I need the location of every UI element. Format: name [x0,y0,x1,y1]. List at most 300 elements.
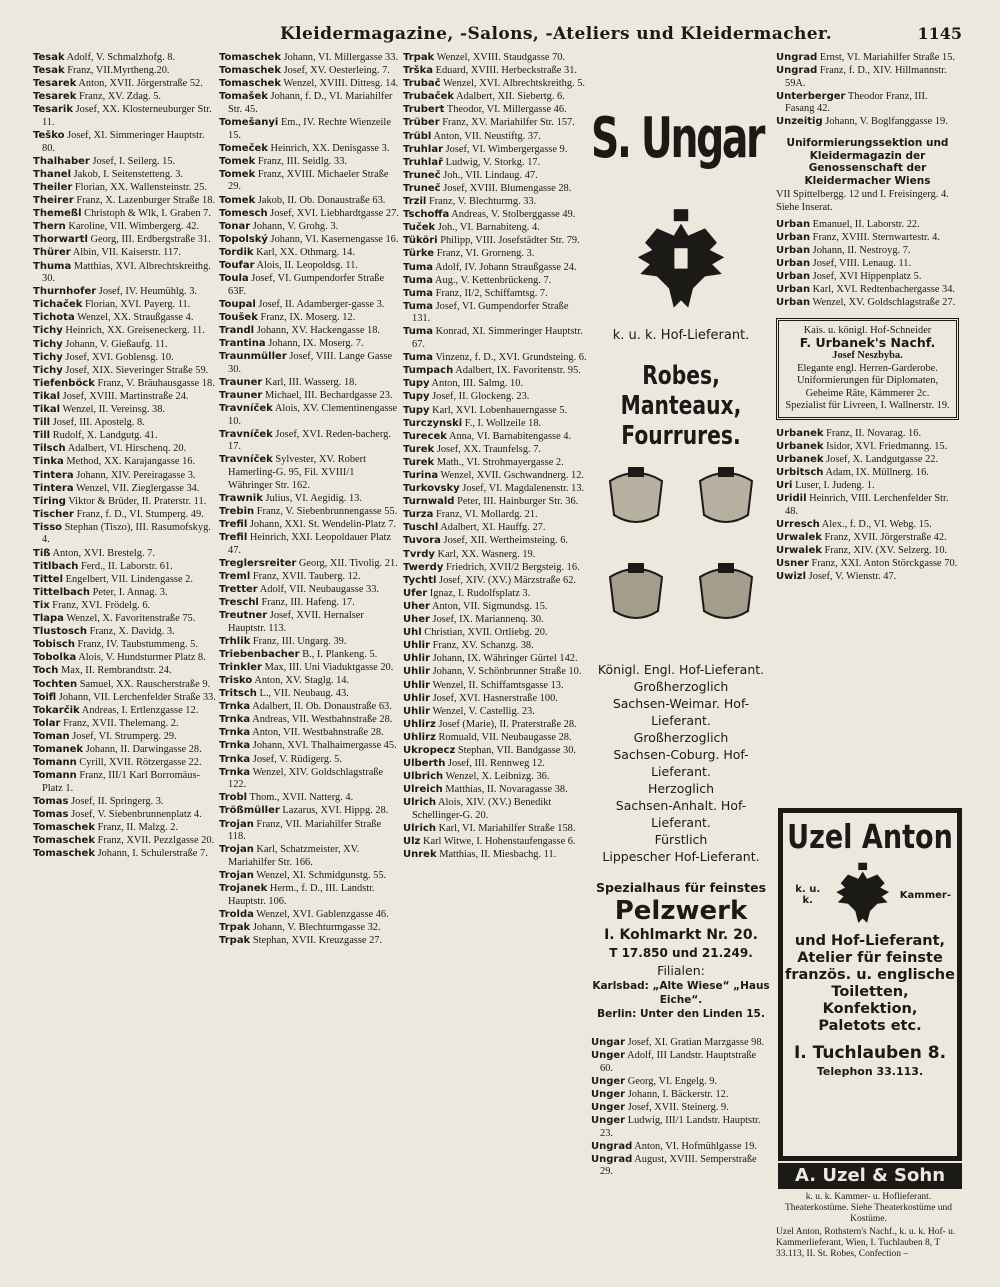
entry-details: Stephan (Tiszo), III. Rasumofskyg. 4. [42,521,211,546]
directory-entry [403,144,588,157]
entry-name: Turkovsky [403,483,460,495]
entry-name: Tomek [219,168,256,180]
entry-details: Johann, I. Schulerstraße 7. [94,848,208,860]
entry-details: Georg, XII. Tivolig. 21. [296,557,398,569]
entry-name: Tupy [403,404,430,416]
directory-entry [33,378,216,391]
entry-name: Trefil [219,518,248,530]
entry-details: Emanuel, II. Laborstr. 22. [810,218,920,230]
entry-name: Trübl [403,130,432,142]
entry-name: Trubaček [403,91,455,103]
directory-entry [403,509,588,522]
entry-details: Franz, III. Seidlg. 33. [255,155,347,167]
entry-name: Uhl [403,627,422,639]
directory-column-1 [33,52,216,1262]
entry-details: Josef, VI. Strumperg. 29. [69,730,177,742]
directory-entry [219,234,400,247]
directory-entry [776,245,959,258]
directory-entry [776,52,959,65]
entry-details: Max, III. Uni Viaduktgasse 20. [262,661,394,673]
entry-details: Adalbert, II. Ob. Donaustraße 63. [250,701,392,713]
entry-name: Thalhaber [33,155,90,167]
directory-entry [219,805,400,818]
entry-details: Sylvester, XV. Robert Hamerling-G. 95, Fil. XVIII/1 Währinger Str. 162. [228,454,367,491]
directory-entry [219,909,400,922]
entry-details: Josef, XVI. Liebhardtgasse 27. [267,207,399,219]
entry-name: Trefil [219,531,248,543]
ad-text-line: Lieferant. [651,815,711,830]
entry-name: Tomašek [219,91,268,103]
directory-entry [219,754,400,767]
entry-details: Johann, II. Nestroyg. 7. [810,244,911,256]
entry-details: Franz, VII. Mariahilfer Straße 118. [228,818,382,843]
column5-top [776,52,959,129]
directory-entry [403,784,588,797]
directory-entry [219,714,400,727]
directory-entry [33,169,216,182]
entry-details: Franz, IV. Taubstummeng. 5. [74,639,198,651]
entry-name: Trojan [219,844,254,856]
entry-details: Josef, X. Landgutgasse 22. [823,454,939,466]
directory-entry [403,666,588,679]
directory-entry [33,770,216,795]
directory-entry [219,117,400,142]
directory-entry [776,532,959,545]
directory-entry [776,454,959,467]
entry-name: Turnwald [403,496,455,508]
entry-details: Johann, V. Boglfanggasse 19. [822,116,948,128]
entry-name: Tretter [219,583,258,595]
entry-name: Tomas [33,808,69,820]
directory-entry [403,640,588,653]
hof-lieferant-title: k. u. k. Hof-Lieferant. [612,328,750,343]
entry-name: Tesarek [33,91,77,103]
entry-name: Urban [776,297,811,309]
entry-name: Urresch [776,519,820,531]
entry-details: Wenzel, X. Leibnizg. 36. [443,771,550,783]
entry-name: Tittel [33,573,64,585]
directory-column-5 [776,52,959,802]
urbanek-owner: Josef Neszbyba. [832,349,903,361]
entry-name: Tvrdy [403,548,435,560]
directory-entry [33,822,216,835]
directory-entry [403,601,588,614]
ad-branch-berlin: Berlin: Unter den Linden 15. [597,1008,765,1020]
entry-details: Friedrich, XVII/2 Bergsteig. 16. [443,561,580,573]
entry-details: Eduard, XVIII. Herbeckstraße 31. [433,65,577,77]
directory-entry [219,78,400,91]
directory-entry [219,454,400,492]
entry-details: Lazarus, XVI. Hippg. 28. [279,805,389,817]
ad-text-line: Fürstlich [654,832,708,847]
entry-details: Adolf, IV. Johann Straußgasse 24. [433,261,577,273]
directory-entry [403,745,588,758]
directory-entry [33,848,216,861]
directory-entry [403,758,588,771]
entry-name: Thern [33,221,66,233]
directory-entry [776,467,959,480]
entry-name: Treml [219,570,251,582]
entry-name: Trüber [403,117,440,129]
uzel-anton-advertisement [778,808,962,1161]
entry-name: Uridil [776,493,807,505]
directory-entry [591,1115,771,1140]
directory-entry [403,183,588,196]
directory-entry [403,378,588,391]
uzel-sohn-description: k. u. k. Kammer- u. Hoflieferant. Theaterkostüme. Siehe Theaterkostüme und Kostüme. [784,1192,953,1224]
entry-name: Tintera [33,482,74,494]
ad-text-line: Herzoglich [647,781,715,796]
uzel-sohn-entry: Uzel Anton, Rothstern's Nachf., k. u. k. Hof- u. Kammerlieferant, Wien, I. Tuchlauben 8, T 33.113, II. St. Robes, Confection – [776,1227,956,1259]
entry-name: Trnka [219,740,251,752]
entry-details: Joh., VI. Barnabiteng. 4. [435,222,540,234]
entry-details: Andreas, I. Ertlenzgasse 12. [79,704,199,716]
entry-details: Johann, IX. Moserg. 7. [265,338,364,350]
uniform-notice [776,137,959,215]
entry-name: Thuma [33,260,72,272]
entry-details: Theodor, VI. Millergasse 46. [444,104,567,116]
directory-entry [219,584,400,597]
directory-entry [403,405,588,418]
directory-entry [33,365,216,378]
uniform-notice-heading: Uniformierungssektion und Kleidermagazin der Genossenschaft der Kleidermacher Wiens [786,137,949,187]
entry-details: Heinrich, XX. Denisgasse 3. [267,142,390,154]
directory-entry [776,65,959,90]
entry-name: Trzil [403,196,427,208]
crest-icon [690,463,762,531]
entry-details: Johann, VII. Lerchenfelder Straße 33. [56,691,216,703]
entry-details: Heinrich, XX. Greiseneckerg. 11. [62,325,205,337]
entry-name: Ulrich [403,823,436,835]
entry-name: Uhlir [403,666,431,678]
directory-entry [33,835,216,848]
entry-name: Tomann [33,757,77,769]
entry-details: Adalbert, VI. Hirschenq. 20. [65,443,187,455]
page-header [30,22,970,48]
entry-name: Tomann [33,770,77,782]
directory-entry [591,1102,771,1115]
entry-details: Johann, VI. Millergasse 33. [280,52,399,63]
entry-details: Thom., XVII. Natterg. 4. [247,792,354,804]
entry-details: Franz, XV. Schanzg. 38. [430,640,534,652]
entry-details: Josef, VI. Gumpendorfer Straße 63F. [228,273,385,297]
directory-column-4-bottom [591,1037,771,1180]
ad-goods-line-1: Robes, Manteaux, [620,361,742,421]
entry-name: Tumpach [403,365,454,377]
entry-name: Urwalek [776,532,822,544]
directory-entry [33,195,216,208]
entry-name: Tittelbach [33,586,90,598]
directory-entry [219,325,400,338]
entry-name: Tintera [33,469,74,481]
directory-entry [776,493,959,518]
entry-details: Alois, XIV. (XV.) Benedikt Schellinger-G. 20. [412,797,552,821]
entry-name: Uwizl [776,571,807,583]
entry-details: Andreas, V. Stolberggasse 49. [449,209,576,221]
entry-details: Franz, VI. Mollardg. 21. [433,509,538,521]
directory-entry [33,417,216,430]
ad-phone: T 17.850 und 21.249. [609,946,753,960]
entry-details: Ludwig, V. Storkg. 17. [443,156,541,168]
entry-details: Christoph & Wlk, I. Graben 7. [81,208,211,220]
directory-entry [219,935,400,948]
entry-name: Tobisch [33,639,75,651]
entry-details: Wenzel, VII. Zieglergasse 34. [73,482,200,494]
entry-details: Philipp, VIII. Josefstädter Str. 79. [437,235,580,247]
directory-entry [403,326,588,351]
entry-details: Anton, VII. Sigmundsg. 15. [429,600,548,612]
uzel-text-lines [783,933,957,1035]
entry-details: Franz, XIV. (XV. Selzerg. 10. [821,545,948,557]
entry-name: Turek [403,456,435,468]
entry-name: Tikal [33,390,61,402]
entry-name: Truhlař [403,156,443,168]
entry-details: L., VII. Neubaug. 43. [256,688,349,700]
entry-name: Trobl [219,792,248,804]
entry-details: Andreas, VII. Westbahnstraße 28. [250,714,393,726]
entry-details: Ludwig, III/1 Landstr. Hauptstr. 23. [600,1115,761,1139]
entry-details: Florian, XVI. Payerg. 11. [82,299,191,311]
entry-details: Josef, VIII. Lange Gasse 30. [228,351,393,375]
directory-entry [33,796,216,809]
entry-name: Topolský [219,233,268,245]
directory-entry [403,797,588,822]
entry-details: Albin, VII. Kaiserstr. 117. [70,247,181,259]
directory-entry [33,731,216,744]
directory-entry [403,418,588,431]
directory-entry [33,679,216,692]
entry-name: Tomaschek [33,848,95,860]
directory-entry [33,78,216,91]
directory-entry [219,649,400,662]
entry-name: Toch [33,665,59,677]
directory-entry [403,732,588,745]
directory-entry [33,156,216,169]
entry-details: Adolf, V. Schmalzhofg. 8. [64,52,176,63]
directory-entry [33,692,216,705]
entry-name: Tuma [403,261,434,273]
entry-details: Heinrich, VIII. Lerchenfelder Str. 48. [785,493,949,517]
directory-entry [776,271,959,284]
entry-name: Uhlir [403,705,431,717]
entry-details: Wenzel, XVIII. Staudgasse 70. [434,52,566,63]
ad-text-line: Lieferant. [651,764,711,779]
directory-entry [219,558,400,571]
directory-entry [33,208,216,221]
entry-name: Tinka [33,456,64,468]
entry-details: Theodor Franz, III. Fasang 42. [785,90,928,115]
entry-name: Thanel [33,168,72,180]
entry-name: Themeßl [33,208,82,220]
entry-details: Franz, II/2, Schiffamtsg. 7. [433,287,548,299]
directory-entry [33,809,216,822]
crest-icon [600,559,672,627]
entry-details: Ernst, VI. Mariahilfer Straße 15. [817,52,955,63]
entry-name: Tuma [403,287,434,299]
directory-entry [403,235,588,248]
directory-entry [33,91,216,104]
entry-name: Tupy [403,378,430,390]
directory-entry [33,483,216,496]
directory-entry [403,65,588,78]
entry-details: Vinzenz, f. D., XVI. Grundsteing. 6. [433,352,587,364]
directory-entry [219,377,400,390]
entry-name: Trawnik [219,492,263,504]
entry-name: Trojanek [219,883,268,894]
entry-name: Teško [33,130,65,142]
directory-entry [219,662,400,675]
entry-name: Treglersreiter [219,557,297,569]
entry-details: Wenzel, X. Favoritenstraße 75. [63,613,196,625]
directory-entry [403,352,588,365]
directory-entry [219,519,400,532]
entry-details: Rudolf, X. Landgutg. 41. [50,430,158,442]
entry-name: Urban [776,271,811,282]
entry-details: Franz, XV. Mariahilfer Str. 157. [439,117,575,129]
entry-name: Tordik [219,246,254,258]
entry-details: Michael, III. Bechardgasse 23. [262,389,393,401]
directory-entry [219,260,400,273]
entry-details: Franz, f. D., XIV. Hillmannstr. 59A. [785,65,947,89]
entry-name: Uhlir [403,692,431,704]
entry-name: Tichota [33,312,75,324]
directory-entry [219,740,400,753]
directory-entry [403,117,588,130]
entry-name: Ungrad [776,52,818,63]
crest-row [591,559,771,627]
directory-entry [33,130,216,155]
directory-entry [33,247,216,260]
directory-entry [403,653,588,666]
directory-entry [403,104,588,117]
entry-name: Toifl [33,691,57,703]
entry-name: Traunmüller [219,351,287,363]
entry-details: Franz, XXI. Anton Störckgasse 70. [808,558,958,570]
entry-name: Ulbrich [403,771,444,783]
directory-entry [33,744,216,757]
entry-details: Johann, V. Gießaufg. 11. [62,338,168,350]
directory-entry [776,480,959,493]
entry-name: Trpak [219,921,251,933]
entry-name: Turecek [403,430,447,442]
directory-entry [219,338,400,351]
ad-goods-line-2: Fourrures. [621,421,741,451]
directory-entry [33,261,216,286]
ad-text-line: französ. u. englische [785,967,955,983]
entry-name: Tichy [33,351,63,363]
entry-details: Franz, VII.Myrtheng.20. [64,65,170,77]
directory-entry [219,169,400,194]
entry-details: Isidor, XVI. Friedmanng. 15. [823,441,948,453]
entry-name: Ulberth [403,758,446,770]
directory-entry [219,767,400,792]
directory-entry [776,258,959,271]
directory-entry [403,535,588,548]
entry-name: Turza [403,509,434,521]
directory-entry [403,196,588,209]
entry-details: Anton, VI. Hofmühlgasse 19. [632,1140,758,1152]
entry-name: Tochten [33,678,78,690]
entry-name: Turina [403,470,439,481]
entry-details: Franz, V. Bräuhausgasse 18. [94,377,215,389]
entry-details: Stephan, VII. Bandgasse 30. [455,744,576,756]
entry-details: Josef, V. Wienstr. 47. [806,571,897,583]
entry-name: Ungrad [776,65,818,77]
entry-details: Franz, f. D., VI. Stumperg. 49. [73,508,204,520]
entry-details: Anton, XV. Staglg. 14. [252,675,350,686]
entry-name: Trpak [403,52,435,63]
entry-details: Franz, III/1 Karl Borromäus-Platz 1. [42,770,200,794]
entry-name: Tychtl [403,574,437,586]
entry-details: Franz, V. Siebenbrunnengasse 55. [254,505,398,517]
entry-details: Karl Witwe, I. Hohenstaufengasse 6. [420,836,576,848]
entry-name: Urbitsch [776,467,824,479]
entry-details: Matthias, II. Novaragasse 38. [442,784,568,796]
directory-entry [403,823,588,836]
entry-name: Tiefenböck [33,377,95,389]
entry-details: Franz, XVII. Pezzlgasse 20. [94,835,215,847]
entry-name: Tschoffa [403,209,450,221]
directory-entry [219,506,400,519]
directory-entry [403,91,588,104]
entry-details: Johann, V. Schönbrunner Straße 10. [430,666,582,678]
directory-entry [403,771,588,784]
entry-details: Josef, III. Rennweg 12. [445,758,545,770]
entry-name: Tlapa [33,613,64,625]
entry-details: Josef, II. Adamberger-gasse 3. [255,298,385,310]
directory-entry [403,470,588,483]
ad-text-line: Großherzoglich [633,730,729,745]
entry-details: Adam, IX. Müllnerg. 16. [823,467,929,479]
entry-name: Trauner [219,376,263,388]
entry-name: Trößmüller [219,805,280,817]
entry-name: Urbanek [776,427,824,439]
entry-details: Josef, VI. Wimbergergasse 9. [443,143,568,155]
entry-name: Tesak [33,52,65,63]
directory-entry [219,727,400,740]
directory-entry [403,262,588,275]
entry-details: Josef, XX. Traunfelsg. 7. [434,443,542,455]
directory-entry [219,532,400,557]
entry-name: Tuma [403,274,434,286]
entry-details: Wenzel, XVI. Gablenzgasse 46. [253,908,389,920]
entry-name: Tonar [219,220,251,232]
entry-details: Franz, III. Ungarg. 39. [250,635,347,647]
entry-name: Tlustosch [33,626,87,638]
entry-name: Toušek [219,311,258,323]
entry-name: Tikal [33,404,61,416]
entry-name: Trubač [403,78,441,90]
directory-entry [33,443,216,456]
entry-details: Karl, VI. Mariahilfer Straße 158. [435,823,576,835]
directory-entry [219,636,400,649]
entry-name: Travníček [219,403,273,415]
entry-name: Tomeček [219,142,268,154]
entry-name: Truhlar [403,143,443,155]
entry-details: Franz, XVIII. Michaeler Straße 29. [228,168,389,193]
directory-column-2 [219,52,400,1262]
ad-text-line: Lippescher Hof-Lieferant. [602,849,760,864]
uzel-kuk: k. u. k. [795,884,821,906]
entry-details: Franz, XVII. Thelemang. 2. [60,717,179,729]
entry-name: Tichaček [33,299,83,311]
ad-text-line: Atelier für feinste [797,950,943,966]
appointments-list [591,661,771,865]
directory-entry [33,757,216,770]
entry-name: Trinkler [219,661,262,673]
directory-entry [33,705,216,718]
entry-details: Alois, II. Leopoldsg. 11. [254,260,359,271]
